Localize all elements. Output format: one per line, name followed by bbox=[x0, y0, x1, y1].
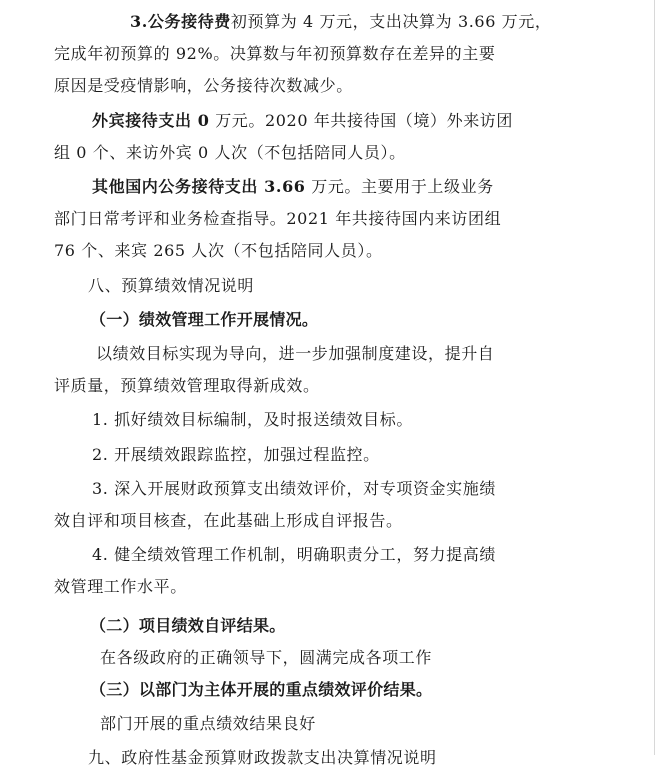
section-heading-9: 九、政府性基金预算财政拨款支出决算情况说明 bbox=[88, 748, 437, 768]
paragraph-foreign-reception: 外宾接待支出 0 万元。2020 年共接待国（境）外来访团 bbox=[92, 110, 514, 130]
paragraph-line: 原因是受疫情影响，公务接待次数减少。 bbox=[54, 76, 353, 96]
list-item-2: 2. 开展绩效跟踪监控，加强过程监控。 bbox=[92, 444, 380, 464]
section-heading-8: 八、预算绩效情况说明 bbox=[88, 275, 255, 295]
paragraph-line: 效自评和项目核查，在此基础上形成自评报告。 bbox=[54, 511, 403, 531]
bold-lead: 外宾接待支出 0 bbox=[92, 110, 210, 130]
paragraph-line: 组 0 个、来访外宾 0 人次（不包括陪同人员）。 bbox=[54, 142, 406, 162]
bold-lead: 3.公务接待费 bbox=[130, 12, 231, 31]
list-item-3: 3. 深入开展财政预算支出绩效评价，对专项资金实施绩 bbox=[92, 478, 496, 498]
paragraph-line: 评质量，预算绩效管理取得新成效。 bbox=[54, 376, 320, 396]
paragraph-line: 部门开展的重点绩效结果良好 bbox=[100, 714, 316, 734]
paragraph-domestic-reception: 其他国内公务接待支出 3.66 万元。主要用于上级业务 bbox=[92, 177, 494, 197]
bold-lead: 其他国内公务接待支出 3.66 bbox=[92, 177, 306, 197]
paragraph-line: 以绩效目标实现为导向，进一步加强制度建设，提升自 bbox=[96, 344, 495, 364]
subsection-heading-3: （三）以部门为主体开展的重点绩效评价结果。 bbox=[90, 680, 433, 700]
paragraph-line: 完成年初预算的 92%。决算数与年初预算数存在差异的主要 bbox=[54, 44, 496, 64]
paragraph-line: 76 个、来宾 265 人次（不包括陪同人员）。 bbox=[54, 241, 383, 261]
list-item-1: 1. 抓好绩效目标编制，及时报送绩效目标。 bbox=[92, 410, 413, 430]
paragraph-line: 效管理工作水平。 bbox=[54, 577, 187, 597]
paragraph-reception-fee: 3.公务接待费初预算为 4 万元，支出决算为 3.66 万元， bbox=[130, 12, 552, 31]
subsection-heading-1: （一）绩效管理工作开展情况。 bbox=[90, 309, 319, 329]
paragraph-line: 在各级政府的正确领导下，圆满完成各项工作 bbox=[100, 647, 433, 667]
list-item-4: 4. 健全绩效管理工作机制，明确职责分工，努力提高绩 bbox=[92, 545, 496, 565]
paragraph-line: 部门日常考评和业务检查指导。2021 年共接待国内来访团组 bbox=[54, 209, 502, 229]
subsection-heading-2: （二）项目绩效自评结果。 bbox=[90, 615, 286, 635]
